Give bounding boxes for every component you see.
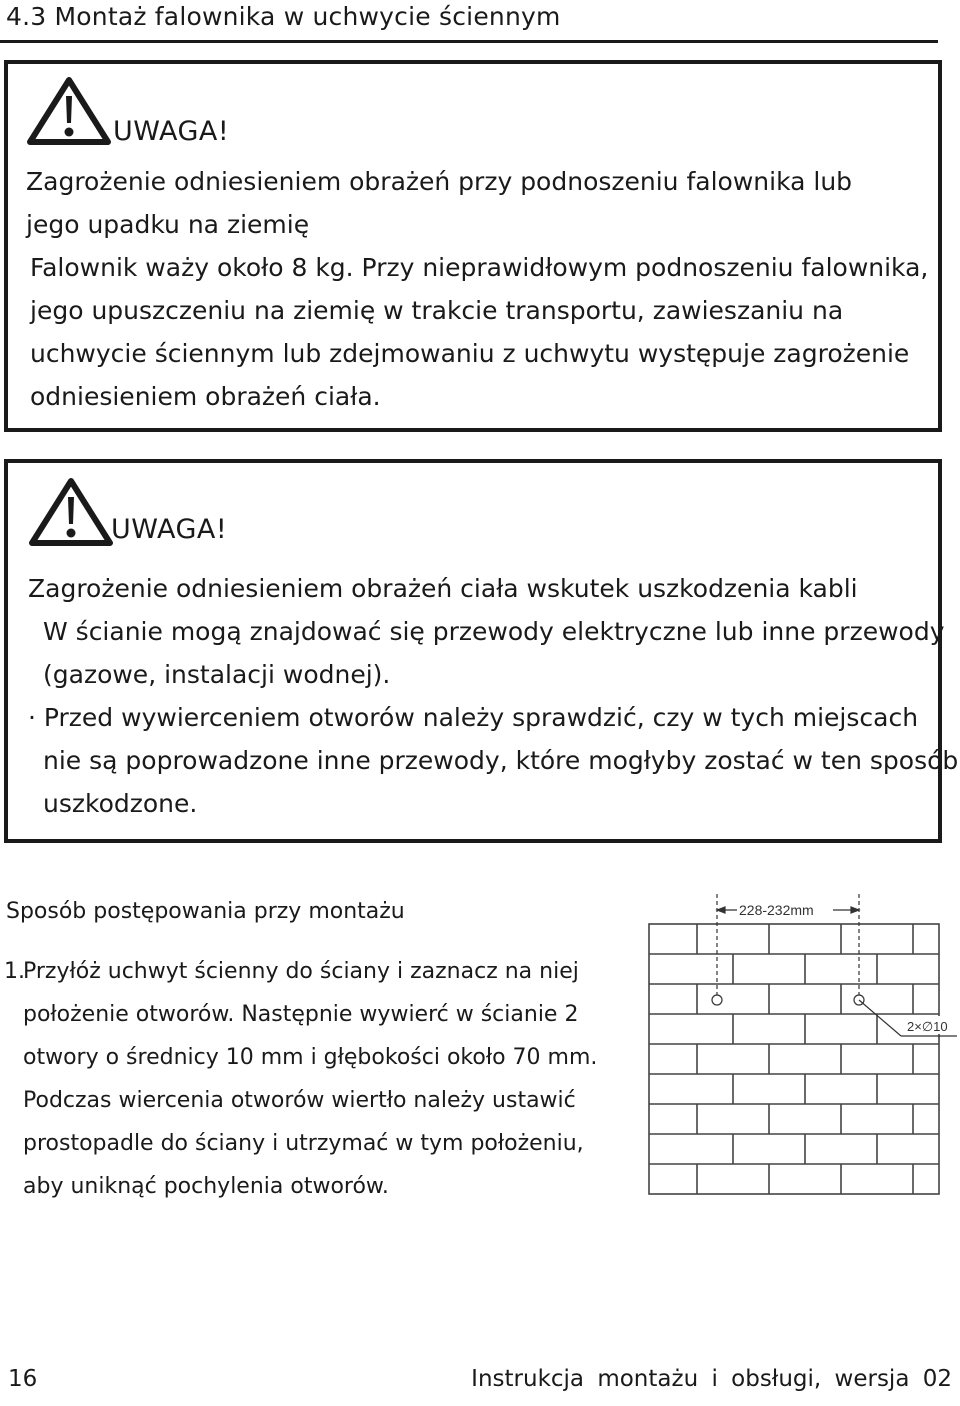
section-title: 4.3 Montaż falownika w uchwycie ściennym: [6, 2, 561, 31]
document-name: Instrukcja montażu i obsługi, wersja 02: [471, 1366, 952, 1392]
warning-label: UWAGA!: [113, 116, 230, 147]
warning-triangle-icon: [28, 477, 114, 547]
step-text: Przyłóż uchwyt ścienny do ściany i zaznacz na niej położenie otworów. Następnie wywierć w ścianie 2 otwory o średnicy 10 mm i głębokości około 70 mm. Podczas wiercenia otworów wiertło należy ustawić prostopadle do ściany i utrzymać w tym położeniu, aby uniknąć pochylenia otworów.: [23, 959, 598, 1199]
procedure-title: Sposób postępowania przy montażu: [6, 899, 405, 924]
page-number: 16: [8, 1366, 38, 1392]
warning-line: (gazowe, instalacji wodnej).: [43, 660, 391, 689]
step-number: 1.: [4, 959, 25, 984]
warning-line: nie są poprowadzone inne przewody, które mogłyby zostać w ten sposób: [43, 746, 959, 775]
warning-heading: Zagrożenie odniesieniem obrażeń ciała wskutek uszkodzenia kabli: [28, 574, 858, 603]
warning-line: uszkodzone.: [43, 789, 198, 818]
wall-drilling-diagram: [645, 890, 957, 1220]
warning-box-cables: [4, 459, 959, 843]
warning-bullet: · Przed wywierceniem otworów należy sprawdzić, czy w tych miejscach: [28, 703, 919, 732]
warning-line: W ścianie mogą znajdować się przewody elektryczne lub inne przewody: [43, 617, 945, 646]
hole-label: 2×∅10: [907, 1019, 948, 1034]
title-divider: [0, 40, 938, 43]
warning-label: UWAGA!: [111, 514, 228, 545]
warning-box-lifting: [4, 60, 942, 432]
warning-triangle-icon: [26, 76, 112, 146]
dimension-label: 228-232mm: [739, 902, 814, 918]
warning-heading: Zagrożenie odniesieniem obrażeń przy podnoszeniu falownika lub jego upadku na ziemię: [26, 167, 853, 239]
warning-body: Falownik waży około 8 kg. Przy nieprawidłowym podnoszeniu falownika, jego upuszczeniu na ziemię w trakcie transportu, zawieszaniu na uchwycie ściennym lub zdejmowaniu z uchwytu występuje zagrożenie odniesieniem obrażeń ciała.: [30, 253, 929, 411]
